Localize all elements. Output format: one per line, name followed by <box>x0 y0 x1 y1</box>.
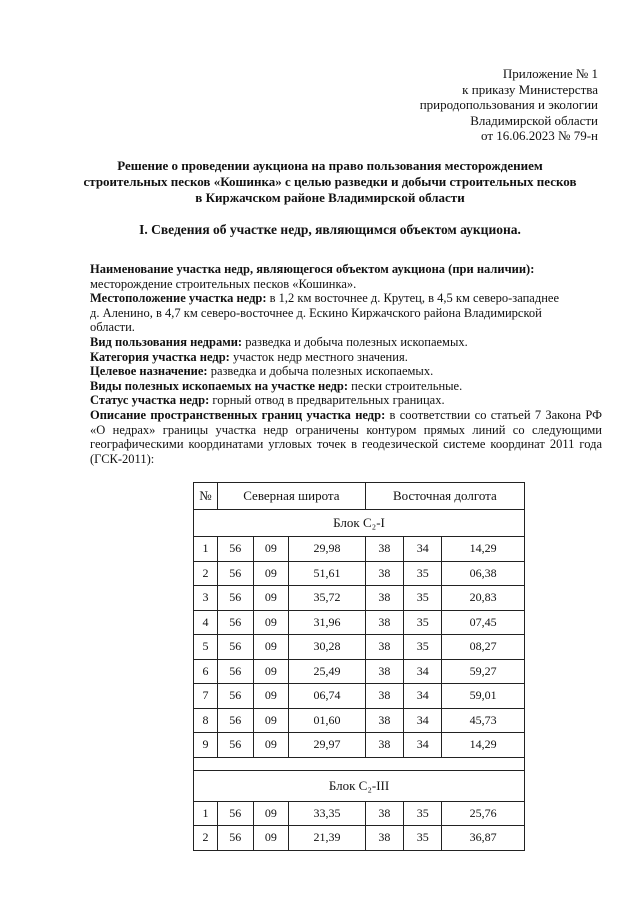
table-cell: 30,28 <box>289 635 366 660</box>
purpose-value: разведка и добыча полезных ископаемых. <box>207 364 434 379</box>
table-row <box>194 537 525 562</box>
block2-body <box>194 770 525 850</box>
table-cell: 06,38 <box>442 561 525 586</box>
table-cell: 2 <box>194 561 218 586</box>
minerals-paragraph <box>90 379 602 394</box>
table-cell: 56 <box>218 586 254 611</box>
table-row <box>194 801 525 826</box>
table-cell: 38 <box>365 537 403 562</box>
table-cell: 09 <box>253 659 289 684</box>
table-cell: 38 <box>365 826 403 851</box>
table-cell: 25,49 <box>289 659 366 684</box>
block2-label: Блок С₂-III <box>194 770 525 801</box>
spacer-cell <box>194 757 525 770</box>
table-cell: 34 <box>404 708 442 733</box>
purpose-label: Целевое назначение: <box>90 364 208 379</box>
location-value-line3: области. <box>90 320 135 335</box>
table-row <box>194 733 525 758</box>
table-cell: 38 <box>365 708 403 733</box>
col-num-header: № <box>194 483 218 510</box>
table-cell: 38 <box>365 635 403 660</box>
use-value: разведка и добыча полезных ископаемых. <box>242 334 468 349</box>
table-cell: 31,96 <box>289 610 366 635</box>
table-cell: 8 <box>194 708 218 733</box>
name-paragraph <box>90 262 602 277</box>
table-cell: 51,61 <box>289 561 366 586</box>
table-cell: 09 <box>253 826 289 851</box>
table-cell: 09 <box>253 684 289 709</box>
table-cell: 34 <box>404 537 442 562</box>
appendix-line: Владимирской области <box>470 112 598 128</box>
table-cell: 35 <box>404 801 442 826</box>
table-cell: 36,87 <box>442 826 525 851</box>
table-cell: 56 <box>218 826 254 851</box>
table-cell: 38 <box>365 561 403 586</box>
appendix-line: к приказу Министерства <box>462 81 598 97</box>
table-cell: 14,29 <box>442 537 525 562</box>
table-cell: 01,60 <box>289 708 366 733</box>
table-cell: 35 <box>404 635 442 660</box>
table-cell: 29,97 <box>289 733 366 758</box>
name-value: месторождение строительных песков «Кошинка». <box>90 276 357 291</box>
status-label: Статус участка недр: <box>90 393 210 408</box>
table-cell: 35 <box>404 610 442 635</box>
table-row <box>194 659 525 684</box>
use-label: Вид пользования недрами: <box>90 334 243 349</box>
table-header-row <box>194 483 525 510</box>
table-cell: 9 <box>194 733 218 758</box>
table-row <box>194 684 525 709</box>
title-line: строительных песков «Кошинка» с целью разведки и добычи строительных песков <box>83 174 577 189</box>
table-cell: 25,76 <box>442 801 525 826</box>
table-cell: 56 <box>218 537 254 562</box>
table-row <box>194 561 525 586</box>
table-cell: 56 <box>218 659 254 684</box>
section-heading: I. Сведения об участке недр, являющимся объектом аукциона. <box>139 222 521 237</box>
table-cell: 56 <box>218 733 254 758</box>
table-cell: 06,74 <box>289 684 366 709</box>
table-cell: 29,98 <box>289 537 366 562</box>
block1-label: Блок С₂-I <box>194 510 525 537</box>
table-cell: 56 <box>218 684 254 709</box>
col-lon-header: Восточная долгота <box>365 483 524 510</box>
table-cell: 34 <box>404 684 442 709</box>
table-cell: 45,73 <box>442 708 525 733</box>
table-cell: 09 <box>253 635 289 660</box>
col-lat-header: Северная широта <box>218 483 366 510</box>
appendix-line: природопользования и экологии <box>419 97 598 113</box>
location-paragraph <box>90 291 602 306</box>
table-cell: 09 <box>253 733 289 758</box>
bounds-label: Описание пространственных границ участка недр: <box>90 407 386 422</box>
location-value-line2: д. Аленино, в 4,7 км северо-восточнее д. Ескино Киржачского района Владимирской <box>90 305 542 320</box>
table-cell: 56 <box>218 610 254 635</box>
name-label: Наименование участка недр, являющегося объектом аукциона (при наличии): <box>90 262 535 276</box>
minerals-label: Виды полезных ископаемых на участке недр: <box>90 378 349 393</box>
table-cell: 34 <box>404 733 442 758</box>
table-cell: 33,35 <box>289 801 366 826</box>
table-cell: 20,83 <box>442 586 525 611</box>
table-cell: 1 <box>194 801 218 826</box>
table-cell: 1 <box>194 537 218 562</box>
bounds-value: в соответствии со статьей 7 Закона РФ «О недрах» границы участка недр ограничены контуром прямых линий со следующими географическими координатами угловых точек в геодезической системе координат 2011 года (ГСК-2011): <box>90 407 602 466</box>
appendix-header <box>420 66 598 144</box>
minerals-value: пески строительные. <box>348 378 463 393</box>
subsoil-info <box>90 262 602 466</box>
table-cell: 09 <box>253 537 289 562</box>
table-row <box>194 610 525 635</box>
category-label: Категория участка недр: <box>90 349 230 364</box>
coordinates-table <box>193 482 525 851</box>
status-value: горный отвод в предварительных границах. <box>209 393 445 408</box>
category-value: участок недр местного значения. <box>229 349 408 364</box>
table-cell: 38 <box>365 801 403 826</box>
status-paragraph <box>90 393 602 408</box>
title-line: в Киржачском районе Владимирской области <box>195 190 465 205</box>
table-cell: 38 <box>365 586 403 611</box>
table-cell: 21,39 <box>289 826 366 851</box>
table-cell: 34 <box>404 659 442 684</box>
table-cell: 09 <box>253 801 289 826</box>
table-cell: 09 <box>253 586 289 611</box>
appendix-line: от 16.06.2023 № 79-н <box>481 128 598 144</box>
table-cell: 35 <box>404 586 442 611</box>
table-cell: 35 <box>404 826 442 851</box>
table-cell: 5 <box>194 635 218 660</box>
table-cell: 4 <box>194 610 218 635</box>
table-cell: 3 <box>194 586 218 611</box>
table-cell: 38 <box>365 659 403 684</box>
table-cell: 08,27 <box>442 635 525 660</box>
table-cell: 14,29 <box>442 733 525 758</box>
table-cell: 09 <box>253 610 289 635</box>
table-cell: 09 <box>253 561 289 586</box>
bounds-paragraph <box>90 408 602 466</box>
category-paragraph <box>90 350 602 365</box>
table-row <box>194 826 525 851</box>
table-cell: 59,01 <box>442 684 525 709</box>
table-row <box>194 586 525 611</box>
table-cell: 38 <box>365 733 403 758</box>
table-cell: 56 <box>218 801 254 826</box>
table-cell: 59,27 <box>442 659 525 684</box>
document-title <box>80 158 580 206</box>
table-cell: 38 <box>365 610 403 635</box>
spacer-row <box>194 757 525 770</box>
table-cell: 35,72 <box>289 586 366 611</box>
table-cell: 7 <box>194 684 218 709</box>
table-cell: 56 <box>218 635 254 660</box>
block-row <box>194 770 525 801</box>
appendix-line: Приложение № 1 <box>502 66 598 81</box>
table-cell: 56 <box>218 561 254 586</box>
table-row <box>194 635 525 660</box>
block1-body <box>194 510 525 771</box>
table-cell: 07,45 <box>442 610 525 635</box>
block-row <box>194 510 525 537</box>
table-cell: 09 <box>253 708 289 733</box>
table-row <box>194 708 525 733</box>
table-cell: 38 <box>365 684 403 709</box>
table-cell: 2 <box>194 826 218 851</box>
title-line: Решение о проведении аукциона на право пользования месторождением <box>117 158 543 173</box>
table-cell: 6 <box>194 659 218 684</box>
use-paragraph <box>90 335 602 350</box>
table-cell: 56 <box>218 708 254 733</box>
location-value: в 1,2 км восточнее д. Крутец, в 4,5 км северо-западнее <box>266 291 559 306</box>
location-label: Местоположение участка недр: <box>90 291 267 306</box>
table-cell: 35 <box>404 561 442 586</box>
purpose-paragraph <box>90 364 602 379</box>
